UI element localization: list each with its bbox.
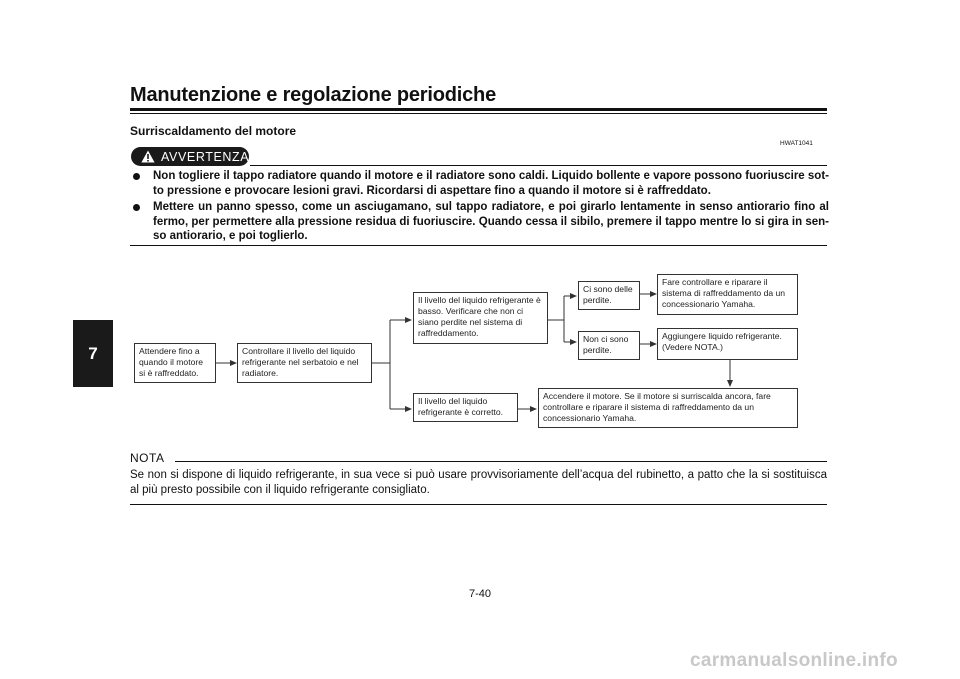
flow-box-add-coolant: Aggiungere liquido refrigerante. (Vedere NOTA.) [657,328,798,360]
flow-box-start-engine: Accendere il motore. Se il motore si surriscalda ancora, fare controllare e riparare il sistema di raffreddamento da un concessionario Yamaha. [538,388,798,428]
section-title: Surriscaldamento del motore [130,124,297,138]
page-title: Manutenzione e regolazione periodiche [130,84,496,106]
flow-box-check-level: Controllare il livello del liquido refrigerante nel serbatoio e nel radiatore. [237,343,372,383]
chapter-tab[interactable]: 7 [73,320,113,387]
section-code: HWAT1041 [780,140,813,147]
warning-bullet-text: Non togliere il tappo radiatore quando il motore e il radiatore sono caldi. Liquido bollente e vapore possono fuoriuscire sot-to pressione e provocare lesioni gravi. Ricordarsi di aspettare fino a quando il motore si è raffreddato. [153,170,829,197]
flow-box-level-low: Il livello del liquido refrigerante è basso. Verificare che non ci siano perdite nel sistema di raffreddamento. [413,292,548,344]
nota-bottom-rule [130,504,827,505]
flow-box-level-ok: Il livello del liquido refrigerante è corretto. [413,393,518,422]
watermark: carmanualsonline.info [690,650,898,671]
flow-box-no-leaks: Non ci sono perdite. [578,331,640,360]
warning-label: AVVERTENZA [161,149,250,164]
nota-divider [175,461,827,462]
flow-box-leaks: Ci sono delle perdite. [578,281,640,310]
nota-text: Se non si dispone di liquido refrigerante, in sua vece si può usare provvisoriamente dell’acqua del rubinetto, a patto che la si sostituisca al più presto possibile con il liquido refrigerante consigliato. [130,469,827,496]
flow-box-repair: Fare controllare e riparare il sistema di raffreddamento da un concessionario Yamaha. [657,274,798,315]
warning-bullet-text: Mettere un panno spesso, come un asciugamano, sul tappo radiatore, e poi girarlo lentamente in senso antiorario fino al fermo, per permettere alla pressione residua di fuoriuscire. Quando cessa il sibilo, premere il tappo mentre lo si gira in sen-so antiorario, e poi toglierlo. [153,201,829,243]
page-number: 7-40 [468,588,492,600]
nota-label: NOTA [130,451,165,465]
flow-box-wait: Attendere fino a quando il motore si è raffreddato. [134,343,216,383]
